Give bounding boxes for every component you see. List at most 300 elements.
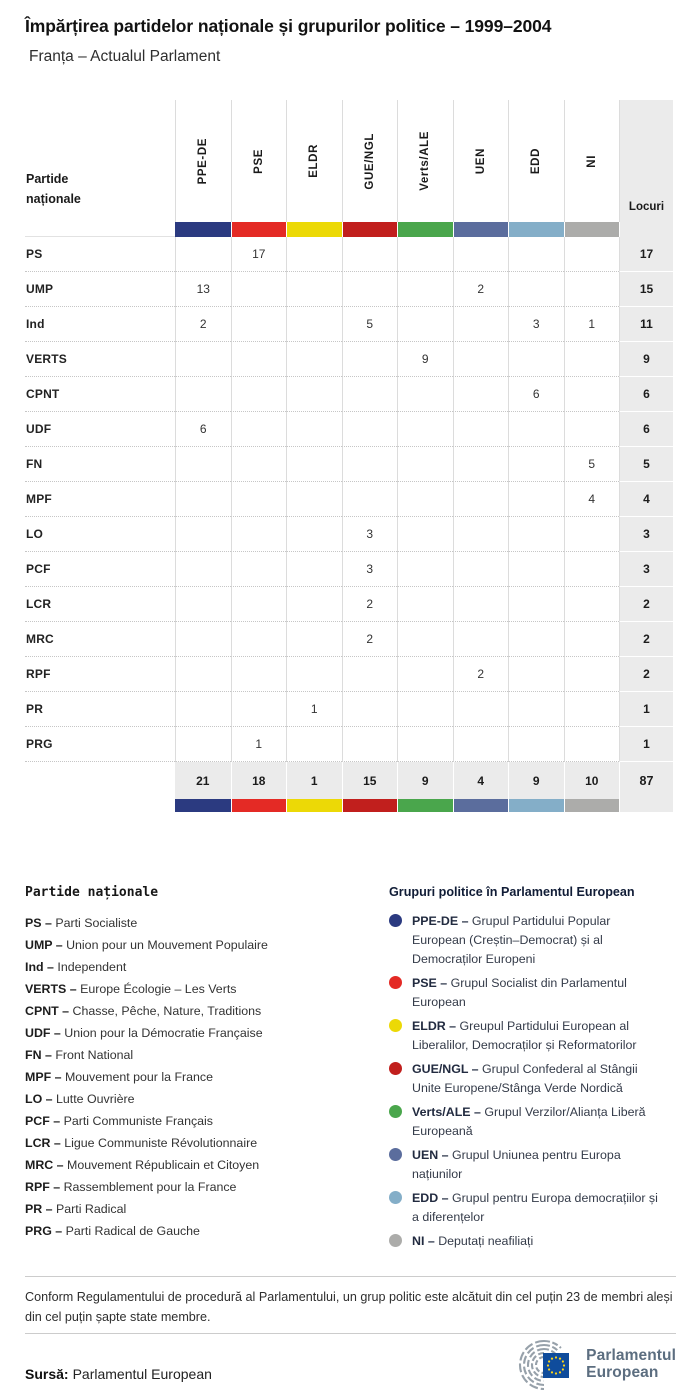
dash-separator: –: [424, 1234, 439, 1248]
column-color-bar-gue-ngl: [342, 222, 398, 237]
dash-separator: –: [438, 1148, 452, 1162]
footnote: Conform Regulamentului de procedură al Parlamentului, un grup politic este alcătuit din cel puțin 23 de membri aleși din cel puțin șapte state membre.: [25, 1290, 673, 1324]
group-color-dot-icon: [389, 1062, 402, 1075]
group-description: [412, 1232, 664, 1251]
legend-item-eldr: [389, 1017, 679, 1055]
cell-ump-edd: [508, 272, 564, 307]
cell-pr-ni: [564, 692, 620, 727]
seat-total-ump: 15: [619, 272, 673, 307]
cell-prg-edd: [508, 727, 564, 762]
cell-verts-uen: [453, 342, 509, 377]
cell-pr-verts-ale: [397, 692, 453, 727]
cell-lcr-gue-ngl: 2: [342, 587, 398, 622]
cell-lcr-eldr: [286, 587, 342, 622]
group-abbr: NI: [412, 1234, 425, 1248]
party-abbr: PS: [25, 916, 42, 930]
seats-column-header: Locuri: [619, 100, 673, 222]
column-header-label: UEN: [474, 147, 487, 175]
seat-total-mpf: 4: [619, 482, 673, 517]
column-header-ni: [564, 100, 620, 222]
column-total-ni: 10: [564, 762, 620, 799]
cell-ind-uen: [453, 307, 509, 342]
party-abbr: MRC: [25, 1158, 54, 1172]
seat-total-pcf: 3: [619, 552, 673, 587]
cell-pcf-edd: [508, 552, 564, 587]
party-name: Front National: [55, 1048, 134, 1062]
cell-prg-uen: [453, 727, 509, 762]
dash-separator: –: [50, 1136, 65, 1150]
legend-item-fn: [25, 1044, 373, 1066]
cell-pr-uen: [453, 692, 509, 727]
cell-rpf-eldr: [286, 657, 342, 692]
column-color-bar-bottom-verts-ale: [397, 799, 453, 812]
row-label-rpf: RPF: [25, 657, 175, 692]
cell-pr-gue-ngl: [342, 692, 398, 727]
party-name: Parti Radical de Gauche: [65, 1224, 200, 1238]
dash-separator: –: [470, 1105, 485, 1119]
national-parties-legend-heading: Partide naționale: [25, 885, 159, 900]
cell-cpnt-pse: [231, 377, 287, 412]
cell-fn-gue-ngl: [342, 447, 398, 482]
party-name: Chasse, Pêche, Nature, Traditions: [72, 1004, 262, 1018]
cell-ps-pse: 17: [231, 237, 287, 272]
column-header-label: Verts/ALE: [419, 131, 432, 191]
legend-item-uen: [389, 1146, 679, 1184]
cell-ump-eldr: [286, 272, 342, 307]
column-color-bar-bottom-ppe-de: [175, 799, 231, 812]
cell-udf-uen: [453, 412, 509, 447]
party-name: Parti Communiste Français: [63, 1114, 213, 1128]
cell-mrc-ni: [564, 622, 620, 657]
column-color-bar-bottom-uen: [453, 799, 509, 812]
header-underline: [25, 222, 175, 237]
cell-mpf-pse: [231, 482, 287, 517]
legend-item-gue-ngl: [389, 1060, 679, 1098]
cell-cpnt-eldr: [286, 377, 342, 412]
cell-lcr-pse: [231, 587, 287, 622]
corner-label: [25, 100, 175, 222]
legend-item-ppe-de: [389, 912, 679, 969]
cell-mpf-gue-ngl: [342, 482, 398, 517]
cell-verts-ppe-de: [175, 342, 231, 377]
parties-groups-table: [25, 100, 673, 812]
cell-udf-verts-ale: [397, 412, 453, 447]
cell-fn-ni: 5: [564, 447, 620, 482]
party-name: Independent: [57, 960, 127, 974]
cell-mpf-edd: [508, 482, 564, 517]
column-header-uen: [453, 100, 509, 222]
dash-separator: –: [468, 1062, 483, 1076]
cell-mrc-uen: [453, 622, 509, 657]
dash-separator: –: [51, 1070, 65, 1084]
national-parties-list: [25, 912, 373, 1242]
cell-pcf-ni: [564, 552, 620, 587]
dash-separator: –: [52, 938, 67, 952]
column-total-edd: 9: [508, 762, 564, 799]
cell-ps-eldr: [286, 237, 342, 272]
cell-lcr-ni: [564, 587, 620, 622]
column-header-label: EDD: [530, 147, 543, 175]
divider-top: [25, 1276, 676, 1277]
cell-mpf-ppe-de: [175, 482, 231, 517]
legend-item-cpnt: [25, 1000, 373, 1022]
cell-mpf-eldr: [286, 482, 342, 517]
group-name: Grupul pentru Europa democrațiilor și a diferențelor: [412, 1191, 658, 1224]
legend-item-lo: [25, 1088, 373, 1110]
row-label-mrc: MRC: [25, 622, 175, 657]
party-abbr: MPF: [25, 1070, 52, 1084]
cell-ps-gue-ngl: [342, 237, 398, 272]
cell-fn-verts-ale: [397, 447, 453, 482]
legend-item-rpf: [25, 1176, 373, 1198]
party-name: Mouvement pour la France: [64, 1070, 214, 1084]
seat-total-ps: 17: [619, 237, 673, 272]
column-total-uen: 4: [453, 762, 509, 799]
column-total-ppe-de: 21: [175, 762, 231, 799]
cell-lo-edd: [508, 517, 564, 552]
party-abbr: FN: [25, 1048, 42, 1062]
cell-lcr-uen: [453, 587, 509, 622]
column-header-label: GUE/NGL: [363, 132, 376, 190]
cell-verts-edd: [508, 342, 564, 377]
legend-item-prg: [25, 1220, 373, 1242]
legend-item-ps: [25, 912, 373, 934]
cell-mrc-gue-ngl: 2: [342, 622, 398, 657]
cell-pr-pse: [231, 692, 287, 727]
dash-separator: –: [41, 1048, 56, 1062]
seat-total-prg: 1: [619, 727, 673, 762]
cell-ind-edd: 3: [508, 307, 564, 342]
legend-item-mpf: [25, 1066, 373, 1088]
party-abbr: UDF: [25, 1026, 51, 1040]
seat-total-lcr: 2: [619, 587, 673, 622]
party-name: Europe Écologie – Les Verts: [80, 982, 237, 996]
totals-row-spacer: [25, 762, 175, 799]
column-color-bar-eldr: [286, 222, 342, 237]
cell-ump-uen: 2: [453, 272, 509, 307]
cell-cpnt-edd: 6: [508, 377, 564, 412]
cell-verts-verts-ale: 9: [397, 342, 453, 377]
row-label-pcf: PCF: [25, 552, 175, 587]
legend-item-pr: [25, 1198, 373, 1220]
column-color-bar-pse: [231, 222, 287, 237]
group-description: [412, 912, 664, 969]
cell-lo-eldr: [286, 517, 342, 552]
group-name: Grupul Partidului Popular European (Creștin–Democrat) și al Democraților Europeni: [412, 914, 611, 966]
column-header-edd: [508, 100, 564, 222]
cell-pr-ppe-de: [175, 692, 231, 727]
source-label: Sursă:: [25, 1366, 69, 1382]
cell-ind-ni: 1: [564, 307, 620, 342]
cell-rpf-ppe-de: [175, 657, 231, 692]
cell-pcf-gue-ngl: 3: [342, 552, 398, 587]
dash-separator: –: [436, 976, 451, 990]
corner-label-line: naționale: [26, 192, 81, 206]
group-color-dot-icon: [389, 1105, 402, 1118]
column-total-pse: 18: [231, 762, 287, 799]
dash-separator: –: [53, 1158, 67, 1172]
party-name: Parti Socialiste: [55, 916, 138, 930]
column-header-label: NI: [585, 154, 598, 168]
cell-lcr-edd: [508, 587, 564, 622]
column-color-bar-bottom-pse: [231, 799, 287, 812]
source-text: Parlamentul European: [72, 1366, 212, 1382]
row-label-prg: PRG: [25, 727, 175, 762]
seat-total-fn: 5: [619, 447, 673, 482]
seat-total-verts: 9: [619, 342, 673, 377]
source-line: [25, 1366, 212, 1382]
cell-mpf-verts-ale: [397, 482, 453, 517]
row-label-ind: Ind: [25, 307, 175, 342]
party-abbr: CPNT: [25, 1004, 59, 1018]
legend-item-ump: [25, 934, 373, 956]
row-label-lcr: LCR: [25, 587, 175, 622]
cell-cpnt-uen: [453, 377, 509, 412]
dash-separator: –: [50, 1026, 65, 1040]
dash-separator: –: [458, 914, 472, 928]
group-abbr: GUE/NGL: [412, 1062, 469, 1076]
cell-mpf-ni: 4: [564, 482, 620, 517]
cell-ind-verts-ale: [397, 307, 453, 342]
cell-lo-ni: [564, 517, 620, 552]
legend-item-ind: [25, 956, 373, 978]
cell-prg-ni: [564, 727, 620, 762]
group-description: [412, 1189, 664, 1227]
dash-separator: –: [42, 1092, 56, 1106]
column-color-bar-edd: [508, 222, 564, 237]
group-color-dot-icon: [389, 976, 402, 989]
cell-fn-uen: [453, 447, 509, 482]
cell-verts-eldr: [286, 342, 342, 377]
political-groups-legend-heading: Grupuri politice în Parlamentul European: [389, 885, 635, 899]
party-abbr: LO: [25, 1092, 43, 1106]
cell-cpnt-gue-ngl: [342, 377, 398, 412]
group-name: Grupul Uniunea pentru Europa națiunilor: [412, 1148, 621, 1181]
row-label-fn: FN: [25, 447, 175, 482]
cell-udf-gue-ngl: [342, 412, 398, 447]
eu-flag-icon: [543, 1353, 569, 1378]
seat-total-ind: 11: [619, 307, 673, 342]
cell-mrc-pse: [231, 622, 287, 657]
cell-udf-pse: [231, 412, 287, 447]
row-label-mpf: MPF: [25, 482, 175, 517]
cell-udf-ppe-de: 6: [175, 412, 231, 447]
row-label-lo: LO: [25, 517, 175, 552]
column-header-label: ELDR: [308, 144, 321, 178]
cell-lo-gue-ngl: 3: [342, 517, 398, 552]
party-abbr: PR: [25, 1202, 43, 1216]
cell-fn-edd: [508, 447, 564, 482]
row-label-verts: VERTS: [25, 342, 175, 377]
dash-separator: –: [445, 1019, 460, 1033]
group-name: Grupul Confederal al Stângii Unite Europene/Stânga Verde Nordică: [412, 1062, 638, 1095]
divider-bottom: [25, 1333, 676, 1334]
legend-item-udf: [25, 1022, 373, 1044]
cell-prg-gue-ngl: [342, 727, 398, 762]
cell-ps-edd: [508, 237, 564, 272]
column-color-bar-ppe-de: [175, 222, 231, 237]
cell-rpf-pse: [231, 657, 287, 692]
group-description: [412, 1146, 664, 1184]
cell-ind-gue-ngl: 5: [342, 307, 398, 342]
group-description: [412, 1017, 664, 1055]
dash-separator: –: [41, 916, 56, 930]
column-color-bar-verts-ale: [397, 222, 453, 237]
cell-pcf-ppe-de: [175, 552, 231, 587]
cell-verts-pse: [231, 342, 287, 377]
seat-total-udf: 6: [619, 412, 673, 447]
row-label-pr: PR: [25, 692, 175, 727]
cell-prg-pse: 1: [231, 727, 287, 762]
group-abbr: UEN: [412, 1148, 439, 1162]
cell-ind-pse: [231, 307, 287, 342]
group-abbr: Verts/ALE: [412, 1105, 471, 1119]
dash-separator: –: [438, 1191, 452, 1205]
column-header-eldr: [286, 100, 342, 222]
political-groups-legend: [389, 885, 679, 1256]
party-name: Lutte Ouvrière: [56, 1092, 135, 1106]
cell-lcr-ppe-de: [175, 587, 231, 622]
party-abbr: LCR: [25, 1136, 51, 1150]
column-header-label: PSE: [252, 148, 265, 174]
legend-item-pse: [389, 974, 679, 1012]
column-color-bar-uen: [453, 222, 509, 237]
cell-ps-uen: [453, 237, 509, 272]
group-color-dot-icon: [389, 1148, 402, 1161]
column-header-ppe-de: [175, 100, 231, 222]
cell-verts-gue-ngl: [342, 342, 398, 377]
cell-ps-ppe-de: [175, 237, 231, 272]
legend-item-lcr: [25, 1132, 373, 1154]
dash-separator: –: [43, 960, 58, 974]
party-abbr: PCF: [25, 1114, 50, 1128]
row-label-ps: PS: [25, 237, 175, 272]
group-abbr: ELDR: [412, 1019, 446, 1033]
bottom-bar-spacer: [25, 799, 175, 812]
party-abbr: RPF: [25, 1180, 50, 1194]
row-label-udf: UDF: [25, 412, 175, 447]
cell-cpnt-verts-ale: [397, 377, 453, 412]
cell-ump-verts-ale: [397, 272, 453, 307]
legend-item-verts: [25, 978, 373, 1000]
party-abbr: UMP: [25, 938, 53, 952]
cell-ind-eldr: [286, 307, 342, 342]
column-header-pse: [231, 100, 287, 222]
column-color-bar-bottom-gue-ngl: [342, 799, 398, 812]
group-name: Grupul Verzilor/Alianța Liberă Europeană: [412, 1105, 646, 1138]
group-color-dot-icon: [389, 914, 402, 927]
legend-item-mrc: [25, 1154, 373, 1176]
cell-rpf-gue-ngl: [342, 657, 398, 692]
dash-separator: –: [49, 1114, 64, 1128]
legend-item-pcf: [25, 1110, 373, 1132]
ep-logo: [515, 1336, 676, 1392]
cell-mrc-eldr: [286, 622, 342, 657]
cell-mrc-ppe-de: [175, 622, 231, 657]
cell-ind-ppe-de: 2: [175, 307, 231, 342]
column-color-bar-ni: [564, 222, 620, 237]
group-color-dot-icon: [389, 1234, 402, 1247]
group-abbr: PPE-DE: [412, 914, 459, 928]
seats-column-bar-spacer: [619, 222, 673, 237]
ep-logo-graphic: [515, 1336, 577, 1392]
group-name: Deputați neafiliați: [438, 1234, 534, 1248]
party-name: Parti Radical: [56, 1202, 127, 1216]
group-name: Greupul Partidului European al Liberalilor, Democraților și Reformatorilor: [412, 1019, 637, 1052]
group-name: Grupul Socialist din Parlamentul European: [412, 976, 627, 1009]
cell-ump-ppe-de: 13: [175, 272, 231, 307]
cell-udf-eldr: [286, 412, 342, 447]
cell-lo-uen: [453, 517, 509, 552]
party-abbr: PRG: [25, 1224, 52, 1238]
column-color-bar-bottom-edd: [508, 799, 564, 812]
column-header-label: PPE-DE: [197, 137, 210, 185]
party-name: Union pour la Démocratie Française: [64, 1026, 263, 1040]
dash-separator: –: [66, 982, 81, 996]
seats-column-bottom-spacer: [619, 799, 673, 812]
cell-prg-eldr: [286, 727, 342, 762]
group-color-dot-icon: [389, 1191, 402, 1204]
cell-fn-pse: [231, 447, 287, 482]
cell-verts-ni: [564, 342, 620, 377]
cell-prg-verts-ale: [397, 727, 453, 762]
party-name: Ligue Communiste Révolutionnaire: [64, 1136, 258, 1150]
column-total-gue-ngl: 15: [342, 762, 398, 799]
column-header-gue-ngl: [342, 100, 398, 222]
seat-total-rpf: 2: [619, 657, 673, 692]
cell-udf-ni: [564, 412, 620, 447]
party-name: Union pour un Mouvement Populaire: [66, 938, 268, 952]
seat-total-mrc: 2: [619, 622, 673, 657]
dash-separator: –: [42, 1202, 56, 1216]
corner-label-line: Partide: [26, 172, 69, 186]
cell-mrc-verts-ale: [397, 622, 453, 657]
dash-separator: –: [51, 1224, 66, 1238]
page-subtitle: Franța – Actualul Parlament: [29, 48, 221, 65]
cell-pr-edd: [508, 692, 564, 727]
cell-pr-eldr: 1: [286, 692, 342, 727]
ep-logo-wordmark: [586, 1347, 676, 1382]
group-color-dot-icon: [389, 1019, 402, 1032]
national-parties-legend: [25, 885, 373, 1242]
cell-cpnt-ni: [564, 377, 620, 412]
column-color-bar-bottom-ni: [564, 799, 620, 812]
party-abbr: Ind: [25, 960, 44, 974]
ep-logo-wordmark-line1: Parlamentul: [586, 1346, 676, 1364]
group-description: [412, 974, 664, 1012]
cell-pcf-eldr: [286, 552, 342, 587]
row-label-ump: UMP: [25, 272, 175, 307]
cell-ps-ni: [564, 237, 620, 272]
cell-prg-ppe-de: [175, 727, 231, 762]
dash-separator: –: [58, 1004, 73, 1018]
cell-ump-pse: [231, 272, 287, 307]
cell-lo-pse: [231, 517, 287, 552]
column-header-verts-ale: [397, 100, 453, 222]
cell-lo-ppe-de: [175, 517, 231, 552]
cell-rpf-verts-ale: [397, 657, 453, 692]
cell-rpf-edd: [508, 657, 564, 692]
cell-pcf-pse: [231, 552, 287, 587]
seat-total-pr: 1: [619, 692, 673, 727]
column-total-eldr: 1: [286, 762, 342, 799]
cell-rpf-ni: [564, 657, 620, 692]
page-title: Împărțirea partidelor naționale și grupurilor politice – 1999–2004: [25, 16, 552, 36]
ep-logo-wordmark-line2: European: [586, 1364, 659, 1381]
political-groups-list: [389, 912, 679, 1251]
party-name: Rassemblement pour la France: [63, 1180, 237, 1194]
dash-separator: –: [49, 1180, 64, 1194]
